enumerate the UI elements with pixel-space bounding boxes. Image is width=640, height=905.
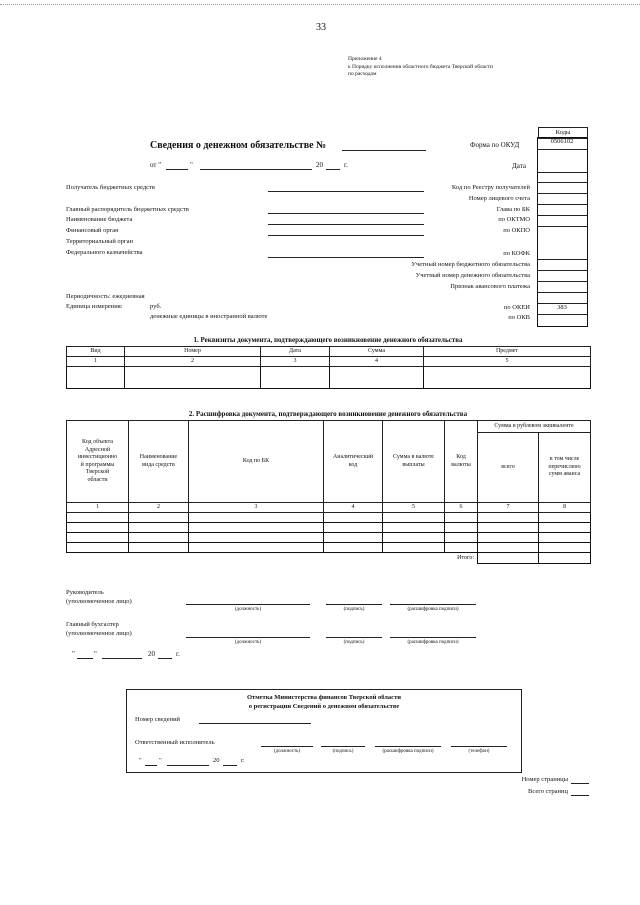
ministry-decoding-caption: (расшифровка подписи) [382, 749, 434, 754]
total-pages-line[interactable] [571, 795, 589, 796]
registry-code-label: Код по Реестру получателей [451, 184, 530, 191]
s1-header-date: Дата [261, 347, 330, 357]
accountant-label: Главный бухгалтер (уполномоченное лицо) [66, 621, 132, 637]
budget-name-label: Наименование бюджета [66, 216, 133, 223]
chapter-bk-label: Глава по БК [496, 206, 530, 213]
s2-total-advance-cell[interactable] [539, 553, 591, 564]
head-signature-caption: (подпись) [343, 607, 365, 612]
section1-title: 1. Реквизиты документа, подтверждающего возникновение денежного обязательства [193, 336, 463, 344]
territorial-label: Территориальный орган [66, 238, 133, 245]
recipient-line[interactable] [268, 191, 424, 192]
s2-header-currency-code: Код валюты [445, 421, 478, 503]
ministry-decoding-line[interactable] [375, 746, 441, 747]
budget-obligation-label: Учетный номер бюджетного обязательства [411, 261, 530, 268]
section2-table [66, 420, 591, 564]
ministry-date-quote: " [139, 757, 142, 764]
s1-colnum: 3 [261, 357, 330, 367]
s2-header-advance: в том числе перечислено сумм аванса [539, 433, 591, 503]
unit-label: Единица измерения: [66, 303, 123, 310]
page-number: 33 [316, 22, 326, 33]
ministry-date-g: г. [241, 757, 245, 764]
s2-colnum: 8 [539, 503, 591, 513]
okud-value: 0506102 [550, 138, 574, 145]
okpo-label: по ОКПО [503, 227, 530, 234]
recipient-label: Получатель бюджетных средств [66, 184, 155, 191]
sig-date-day-line[interactable] [77, 658, 93, 659]
date-quote: " [190, 161, 193, 169]
okei-label: по ОКЕИ [503, 304, 530, 311]
kofk-label: по КОФК [503, 250, 530, 257]
sig-date-quote2: " [94, 650, 97, 658]
s2-header-total: всего [478, 433, 539, 503]
ministry-date-quote2: " [159, 757, 162, 764]
s2-colnum: 3 [189, 503, 324, 513]
top-edge-dots [0, 4, 640, 5]
s2-colnum: 6 [445, 503, 478, 513]
oktmo-label: по ОКТМО [498, 216, 530, 223]
s2-header-fund-type: Наименование вида средств [129, 421, 189, 503]
page-number-label: Номер страницы [521, 776, 568, 783]
fin-org-label: Финансовый орган [66, 227, 119, 234]
date-month-line[interactable] [200, 169, 312, 170]
head-label: Руководитель (уполномоченное лицо) [66, 589, 132, 605]
codes-header: Коды [538, 127, 588, 139]
account-number-label: Номер лицевого счета [468, 195, 530, 202]
okud-label: Форма по ОКУД [470, 141, 520, 149]
acc-position-caption: (должность) [234, 640, 262, 645]
section2-title: 2. Расшифровка документа, подтверждающего возникновение денежного обязательства [188, 410, 468, 418]
date-year: 20 [316, 161, 323, 169]
acc-signature-line[interactable] [326, 637, 382, 638]
s2-total-label: Итого: [457, 554, 474, 561]
sig-date-g: г. [176, 650, 180, 658]
table-row[interactable] [67, 533, 591, 543]
s1-header-subject: Предмет [424, 347, 591, 357]
s1-header-number: Номер [125, 347, 261, 357]
s2-total-cell[interactable] [478, 553, 539, 564]
s1-header-type: Вид [67, 347, 125, 357]
ministry-registration-box [126, 689, 522, 773]
budget-name-line[interactable] [268, 224, 424, 225]
ministry-signature-line[interactable] [321, 746, 365, 747]
fin-org-line[interactable] [268, 235, 424, 236]
s1-cell-sum[interactable] [330, 367, 424, 389]
periodicity-label: Периодичность: ежедневная [66, 293, 145, 300]
ministry-title2: о регистрации Сведений о денежном обязательстве [248, 703, 400, 710]
okv-label: по ОКВ [508, 314, 530, 321]
table-row[interactable] [67, 513, 591, 523]
s1-cell-type[interactable] [67, 367, 125, 389]
table-row[interactable] [67, 543, 591, 553]
date-from-label: от " [150, 161, 162, 169]
s2-header-ruble-equiv: Сумма в рублевом эквиваленте [478, 421, 591, 433]
federal-label: Федерального казначейства [66, 249, 143, 256]
s2-header-currency-sum: Сумма в валюте выплаты [383, 421, 445, 503]
s2-colnum: 5 [383, 503, 445, 513]
section1-table [66, 346, 591, 389]
s1-colnum: 5 [424, 357, 591, 367]
ministry-date-year-line[interactable] [223, 765, 237, 766]
ministry-title1: Отметка Министерства финансов Тверской области [246, 694, 402, 701]
s2-header-object-code: Код объекта Адресной инвестиционно й программы Тверской области [67, 421, 129, 503]
total-pages-label: Всего страниц [528, 788, 568, 795]
page-number-line[interactable] [571, 783, 589, 784]
codes-column [537, 137, 588, 327]
ministry-executor-label: Ответственный исполнитель [135, 739, 215, 746]
okei-value: 383 [557, 304, 567, 311]
main-manager-label: Главный распорядитель бюджетных средств [66, 206, 189, 213]
monetary-obligation-label: Учетный номер денежного обязательства [415, 272, 530, 279]
acc-position-line[interactable] [186, 637, 310, 638]
unit-foreign: денежные единицы в иностранной валюте [150, 313, 268, 320]
head-signature-line[interactable] [326, 604, 382, 605]
head-position-line[interactable] [186, 604, 310, 605]
s2-header-bk-code: Код по БК [189, 421, 324, 503]
s2-colnum: 7 [478, 503, 539, 513]
s1-colnum: 4 [330, 357, 424, 367]
s1-cell-number[interactable] [125, 367, 261, 389]
sig-date-year-line[interactable] [158, 658, 172, 659]
ministry-phone-caption: (телефон) [468, 749, 490, 754]
sig-date-quote1: " [72, 650, 75, 658]
s1-cell-subject[interactable] [424, 367, 591, 389]
appendix-note [348, 56, 493, 79]
ministry-signature-caption: (подпись) [332, 749, 354, 754]
ministry-info-number-label: Номер сведений [135, 716, 181, 723]
appendix-line3: по расходам [348, 71, 377, 77]
appendix-line1: Приложение 4 [348, 56, 382, 62]
s2-colnum: 4 [324, 503, 383, 513]
head-decoding-caption: (расшифровка подписи) [407, 607, 459, 612]
document-number-line[interactable] [342, 150, 426, 151]
ministry-phone-line[interactable] [451, 746, 507, 747]
s2-colnum: 2 [129, 503, 189, 513]
document-title: Сведения о денежном обязательстве № [150, 140, 327, 151]
date-label: Дата [512, 162, 526, 170]
ministry-date-month-line[interactable] [167, 765, 209, 766]
ministry-date-day-line[interactable] [145, 765, 157, 766]
acc-signature-caption: (подпись) [343, 640, 365, 645]
s1-header-sum: Сумма [330, 347, 424, 357]
ministry-position-line[interactable] [261, 746, 313, 747]
acc-decoding-caption: (расшифровка подписи) [407, 640, 459, 645]
ministry-date-year: 20 [213, 757, 220, 764]
head-decoding-line[interactable] [390, 604, 476, 605]
s2-colnum: 1 [67, 503, 129, 513]
date-g: г. [344, 161, 348, 169]
s1-cell-date[interactable] [261, 367, 330, 389]
appendix-line2: к Порядку исполнения областного бюджета Тверской области [348, 63, 493, 70]
ministry-position-caption: (должность) [273, 749, 301, 754]
advance-sign-label: Признак авансового платежа [450, 283, 530, 290]
federal-line[interactable] [268, 257, 424, 258]
date-day-line[interactable] [166, 169, 188, 170]
unit-rub: руб. [150, 303, 162, 310]
s1-colnum: 1 [67, 357, 125, 367]
main-manager-line[interactable] [268, 213, 424, 214]
head-position-caption: (должность) [234, 607, 262, 612]
s1-colnum: 2 [125, 357, 261, 367]
date-year-line[interactable] [326, 169, 340, 170]
s2-header-analytic-code: Аналитический код [324, 421, 383, 503]
acc-decoding-line[interactable] [390, 637, 476, 638]
table-row[interactable] [67, 523, 591, 533]
sig-date-month-line[interactable] [102, 658, 142, 659]
sig-date-year: 20 [148, 650, 155, 658]
ministry-info-number-line[interactable] [199, 723, 311, 724]
